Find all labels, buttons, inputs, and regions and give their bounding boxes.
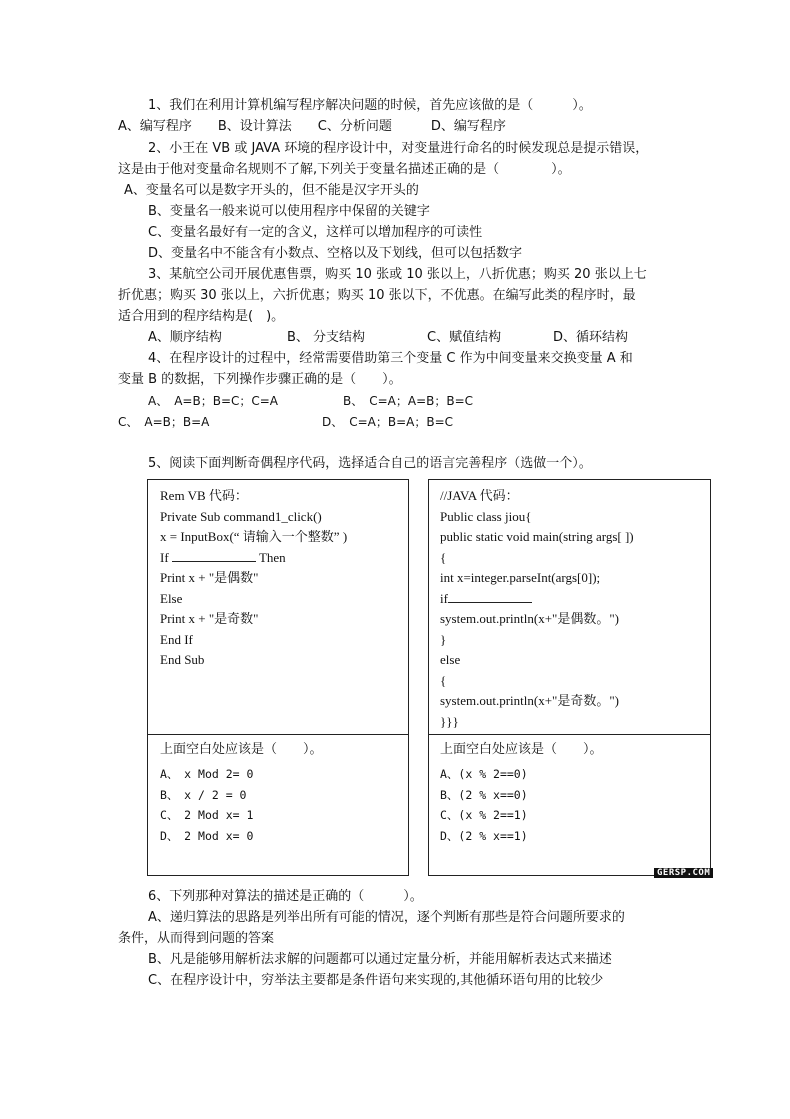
q3-option-c: C、赋值结构: [427, 330, 502, 345]
q2-stem-2: 这是由于他对变量命名规则不了解,下列关于变量名描述正确的是（ ）。: [118, 162, 571, 177]
java-line-2: Public class jiou{: [440, 508, 532, 524]
q5-stem: 5、阅读下面判断奇偶程序代码，选择适合自己的语言完善程序（选做一个）。: [148, 456, 592, 471]
vb-prompt: 上面空白处应该是（ ）。: [160, 742, 323, 757]
vb-option-d: D、 2 Mod x= 0: [160, 828, 254, 843]
q2-option-b: B、变量名一般来说可以使用程序中保留的关键字: [148, 204, 430, 219]
java-prompt: 上面空白处应该是（ ）。: [440, 742, 603, 757]
vb-code: [160, 486, 347, 671]
java-line-11: system.out.println(x+"是奇数。"): [440, 693, 619, 708]
q6-option-b: B、凡是能够用解析法求解的问题都可以通过定量分析，并能用解析表达式来描述: [148, 952, 612, 967]
vb-line-4: If Then: [160, 549, 286, 565]
java-line-3: public static void main(string args[ ]): [440, 529, 634, 544]
java-line-4: {: [440, 549, 447, 565]
q4-option-c: C、 A=B；B=A: [118, 415, 210, 429]
vb-line-9: End Sub: [160, 652, 205, 667]
q3-option-a: A、顺序结构: [148, 330, 222, 345]
q2-option-a: A、变量名可以是数字开头的，但不能是汉字开头的: [124, 183, 419, 198]
java-line-8: }: [440, 631, 447, 647]
q6-stem: 6、下列那种对算法的描述是正确的（ ）。: [148, 889, 423, 904]
q6-option-c: C、在程序设计中，穷举法主要都是条件语句来实现的,其他循环语句用的比较少: [148, 973, 604, 988]
q3-option-d: D、循环结构: [553, 330, 629, 345]
vb-line-2: Private Sub command1_click(): [160, 508, 322, 524]
java-divider: [428, 734, 711, 735]
vb-line-6: Else: [160, 590, 183, 606]
vb-line-3: x = InputBox(“ 请输入一个整数” ): [160, 529, 348, 544]
java-blank: [448, 590, 532, 603]
vb-line-8: End If: [160, 631, 193, 647]
vb-line-1: Rem VB 代码：: [160, 488, 248, 503]
java-line-7: system.out.println(x+"是偶数。"): [440, 611, 619, 626]
q2-stem-1: 2、小王在 VB 或 JAVA 环境的程序设计中，对变量进行命名的时候发现总是提示错误，: [148, 141, 649, 156]
java-option-d: D、(2 % x==1): [440, 828, 528, 843]
q1-options: A、编写程序 B、设计算法 C、分析问题 D、编写程序: [118, 119, 506, 134]
java-line-6: if: [440, 589, 634, 610]
site-watermark: GERSP.COM: [654, 868, 713, 878]
q3-stem-3: 适合用到的程序结构是( )。: [118, 309, 285, 324]
vb-option-b: B、 x / 2 = 0: [160, 787, 247, 802]
vb-line-7: Print x + "是奇数": [160, 611, 259, 626]
java-line-10: {: [440, 672, 447, 688]
q4-option-b: B、 C=A；A=B；B=C: [343, 394, 474, 408]
q4-stem-2: 变量 B 的数据，下列操作步骤正确的是（ ）。: [118, 372, 402, 387]
q6-option-a-2: 条件，从而得到问题的答案: [118, 931, 275, 946]
java-line-9: else: [440, 652, 461, 667]
q2-option-d: D、变量名中不能含有小数点、空格以及下划线，但可以包括数字: [148, 246, 523, 261]
java-options: [440, 764, 528, 846]
vb-line-5: Print x + "是偶数": [160, 570, 259, 585]
vb-divider: [147, 734, 409, 735]
q4-option-a: A、 A=B；B=C；C=A: [148, 394, 279, 408]
java-option-c: C、(x % 2==1): [440, 808, 528, 822]
q6-option-a-1: A、递归算法的思路是列举出所有可能的情况，逐个判断有那些是符合问题所要求的: [148, 910, 625, 925]
q2-option-c: C、变量名最好有一定的含义，这样可以增加程序的可读性: [148, 225, 483, 240]
java-option-b: B、(2 % x==0): [440, 787, 528, 802]
vb-option-c: C、 2 Mod x= 1: [160, 808, 254, 822]
java-code: [440, 486, 634, 732]
vb-options: [160, 764, 253, 846]
vb-blank: [172, 549, 256, 562]
q3-stem-2: 折优惠；购买 30 张以上，六折优惠；购买 10 张以下，不优惠。在编写此类的程序时，最: [118, 288, 636, 303]
java-line-12: }}}: [440, 713, 459, 729]
java-option-a: A、(x % 2==0): [440, 767, 528, 781]
q4-stem-1: 4、在程序设计的过程中，经常需要借助第三个变量 C 作为中间变量来交换变量 A 和: [148, 351, 633, 366]
q3-stem-1: 3、某航空公司开展优惠售票，购买 10 张或 10 张以上，八折优惠；购买 20 张以上七: [148, 267, 647, 282]
q3-option-b: B、 分支结构: [287, 330, 366, 345]
q4-option-d: D、 C=A；B=A；B=C: [322, 415, 454, 429]
q1-stem: 1、我们在利用计算机编写程序解决问题的时候，首先应该做的是（ ）。: [148, 98, 592, 113]
java-line-5: int x=integer.parseInt(args[0]);: [440, 570, 601, 585]
java-line-1: //JAVA 代码：: [440, 488, 519, 503]
vb-option-a: A、 x Mod 2= 0: [160, 767, 254, 781]
